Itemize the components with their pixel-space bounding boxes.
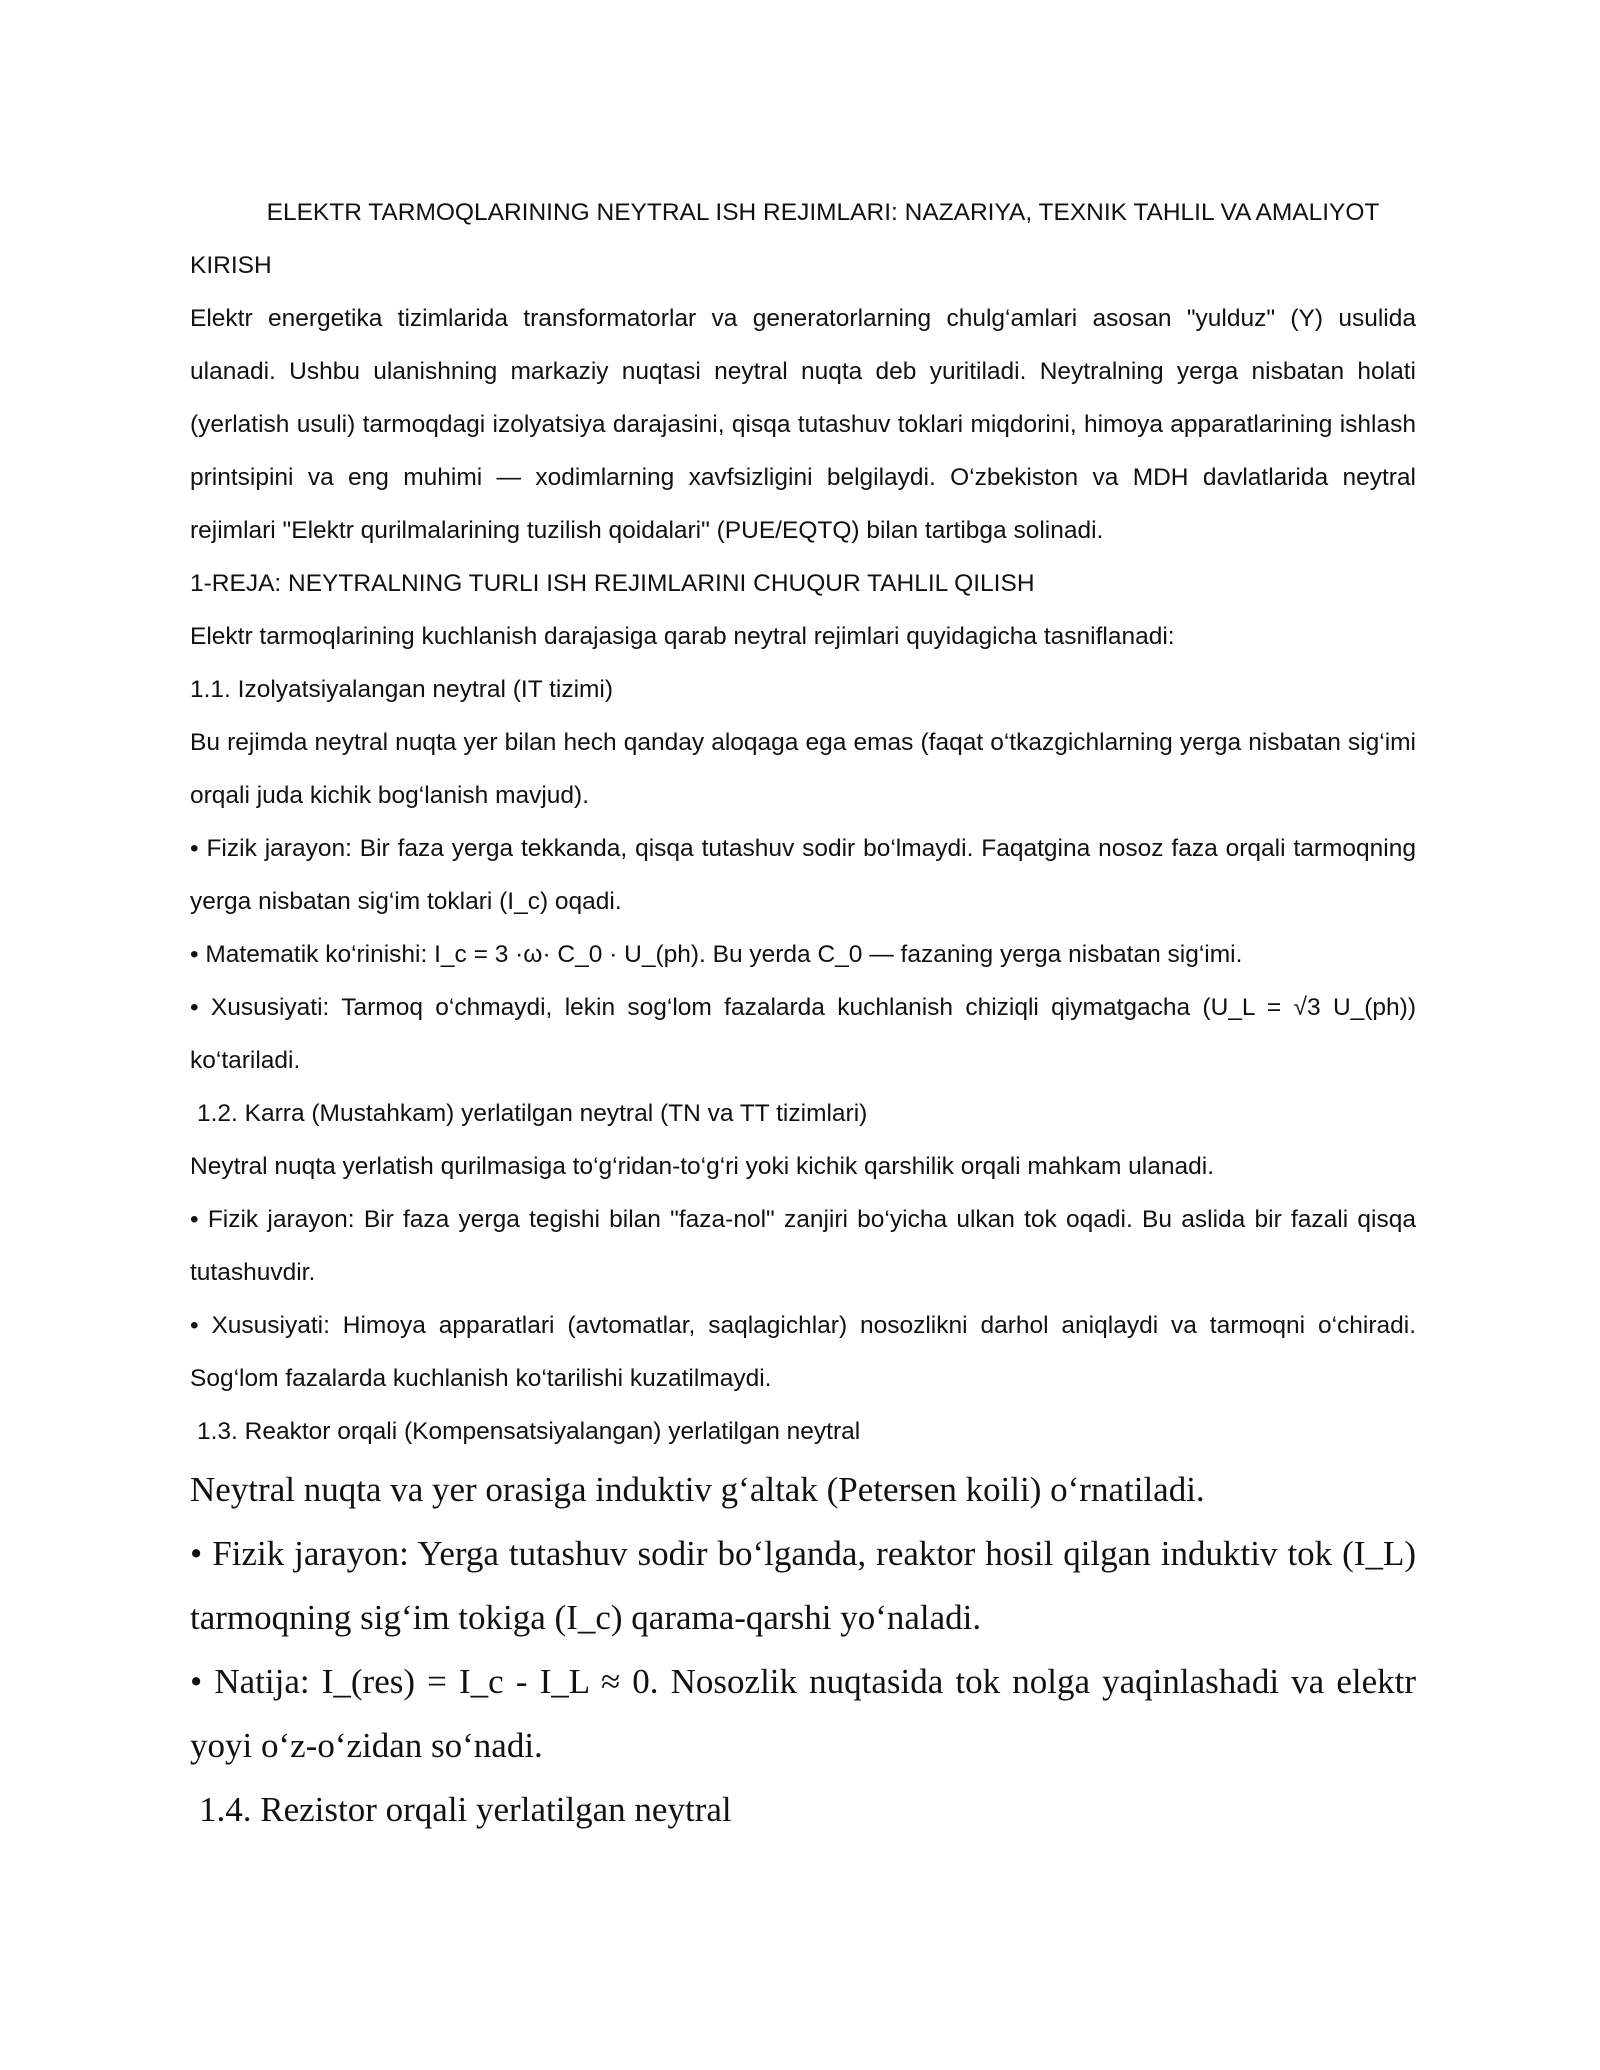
section-1-1-bullet-physical: • Fizik jarayon: Bir faza yerga tekkanda, qisqa tutashuv sodir bo‘lmaydi. Faqatgina nosoz faza orqali tarmoqning yerga nisbatan sig‘im toklari (I_c) oqadi. — [190, 835, 1416, 915]
section-1-1-heading: 1.1. Izolyatsiyalangan neytral (IT tizimi) — [190, 676, 614, 703]
plan1-heading: 1-REJA: NEYTRALNING TURLI ISH REJIMLARINI CHUQUR TAHLIL QILISH — [190, 570, 1035, 597]
section-1-1-bullet-math: • Matematik ko‘rinishi: I_c = 3 ·ω· C_0 · U_(ph). Bu yerda C_0 — fazaning yerga nisbatan sig‘imi. — [190, 941, 1243, 968]
intro-paragraph: Elektr energetika tizimlarida transformatorlar va generatorlarning chulg‘amlari asosan "yulduz" (Y) usulida ulanadi. Ushbu ulanishning markaziy nuqtasi neytral nuqta deb yuritiladi. Neytralning yerga nisbatan holati (yerlatish usuli) tarmoqdagi izolyatsiya darajasini, qisqa tutashuv toklari miqdorini, himoya apparatlarining ishlash printsipini va eng muhimi — xodimlarning xavfsizligini belgilaydi. O‘zbekiston va MDH davlatlarida neytral rejimlari "Elektr qurilmalarining tuzilish qoidalari" (PUE/EQTQ) bilan tartibga solinadi. — [190, 305, 1416, 544]
section-1-2-bullet-physical: • Fizik jarayon: Bir faza yerga tegishi bilan "faza-nol" zanjiri bo‘yicha ulkan tok oqadi. Bu aslida bir fazali qisqa tutashuvdir. — [190, 1206, 1416, 1286]
section-1-1-paragraph: Bu rejimda neytral nuqta yer bilan hech qanday aloqaga ega emas (faqat o‘tkazgichlarning yerga nisbatan sig‘imi orqali juda kichik bog‘lanish mavjud). — [190, 729, 1416, 809]
section-1-2-bullet-property: • Xususiyati: Himoya apparatlari (avtomatlar, saqlagichlar) nosozlikni darhol aniqlaydi va tarmoqni o‘chiradi. Sog‘lom fazalarda kuchlanish ko‘tarilishi kuzatilmaydi. — [190, 1312, 1416, 1392]
plan1-intro: Elektr tarmoqlarining kuchlanish darajasiga qarab neytral rejimlari quyidagicha tasniflanadi: — [190, 623, 1175, 650]
intro-heading: KIRISH — [190, 252, 272, 279]
section-1-4-heading: 1.4. Rezistor orqali yerlatilgan neytral — [199, 1790, 732, 1829]
document-body — [190, 186, 1416, 1842]
section-1-1-bullet-property: • Xususiyati: Tarmoq o‘chmaydi, lekin sog‘lom fazalarda kuchlanish chiziqli qiymatgacha (U_L = √3 U_(ph)) ko‘tariladi. — [190, 994, 1416, 1074]
document-title: ELEKTR TARMOQLARINING NEYTRAL ISH REJIMLARI: NAZARIYA, TEXNIK TAHLIL VA AMALIYOT — [266, 199, 1380, 226]
section-1-3-paragraph: Neytral nuqta va yer orasiga induktiv g‘altak (Petersen koili) o‘rnatiladi. — [190, 1470, 1205, 1509]
section-1-3-bullet-result: • Natija: I_(res) = I_c - I_L ≈ 0. Nosozlik nuqtasida tok nolga yaqinlashadi va elektr yoyi o‘z-o‘zidan so‘nadi. — [190, 1662, 1416, 1765]
section-1-2-paragraph: Neytral nuqta yerlatish qurilmasiga to‘g‘ridan-to‘g‘ri yoki kichik qarshilik orqali mahkam ulanadi. — [190, 1153, 1214, 1180]
section-1-2-heading: 1.2. Karra (Mustahkam) yerlatilgan neytral (TN va TT tizimlari) — [197, 1100, 868, 1127]
section-1-3-heading: 1.3. Reaktor orqali (Kompensatsiyalangan) yerlatilgan neytral — [197, 1418, 861, 1445]
section-1-3-bullet-physical: • Fizik jarayon: Yerga tutashuv sodir bo‘lganda, reaktor hosil qilgan induktiv tok (I_L) tarmoqning sig‘im tokiga (I_c) qarama-qarshi yo‘naladi. — [190, 1534, 1416, 1637]
